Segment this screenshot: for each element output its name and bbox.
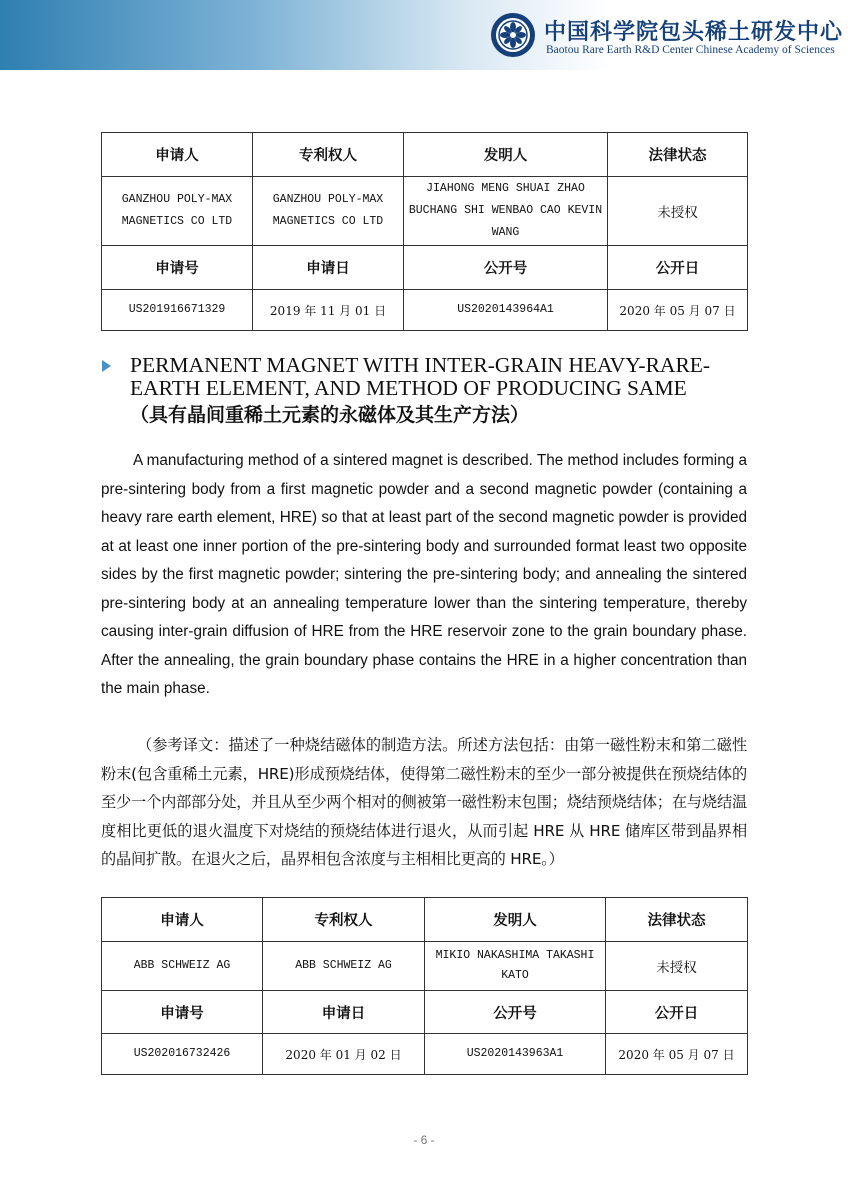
- pub-number-header: 公开号: [425, 991, 606, 1034]
- page-number: - 6 -: [413, 1133, 435, 1147]
- inventor-header: 发明人: [404, 133, 608, 177]
- patentee-header: 专利权人: [263, 898, 425, 942]
- org-logo: [490, 12, 844, 60]
- patent-table-1: [101, 132, 748, 331]
- table-row: [102, 1034, 748, 1075]
- patentee-value: GANZHOU POLY-MAX MAGNETICS CO LTD: [253, 177, 404, 246]
- pub-number-value: US2020143964A1: [404, 290, 608, 331]
- applicant-value: ABB SCHWEIZ AG: [102, 942, 263, 991]
- header-banner: [0, 0, 848, 70]
- triangle-bullet-icon: [102, 360, 111, 372]
- applicant-header: 申请人: [102, 898, 263, 942]
- legal-status-header: 法律状态: [608, 133, 748, 177]
- legal-status-header: 法律状态: [606, 898, 748, 942]
- legal-status-value: 未授权: [606, 942, 748, 991]
- patent-title-en: PERMANENT MAGNET WITH INTER-GRAIN HEAVY-RARE-EARTH ELEMENT, AND METHOD OF PRODUCING SAME: [130, 353, 711, 400]
- cas-emblem-icon: [490, 12, 536, 58]
- pub-date-header: 公开日: [608, 246, 748, 290]
- inventor-header: 发明人: [425, 898, 606, 942]
- patentee-header: 专利权人: [253, 133, 404, 177]
- table-row: [102, 290, 748, 331]
- legal-status-value: 未授权: [608, 177, 748, 246]
- table-row: [102, 898, 748, 942]
- table-row: [102, 246, 748, 290]
- app-number-value: US202016732426: [102, 1034, 263, 1075]
- pub-date-value: 2020 年 05 月 07 日: [608, 290, 748, 331]
- app-date-value: 2019 年 11 月 01 日: [253, 290, 404, 331]
- table-row: [102, 942, 748, 991]
- app-date-header: 申请日: [263, 991, 425, 1034]
- table-row: [102, 133, 748, 177]
- app-number-header: 申请号: [102, 246, 253, 290]
- applicant-value: GANZHOU POLY-MAX MAGNETICS CO LTD: [102, 177, 253, 246]
- patent-table-2: [101, 897, 748, 1075]
- pub-date-value: 2020 年 05 月 07 日: [606, 1034, 748, 1075]
- abstract-en: A manufacturing method of a sintered magnet is described. The method includes forming a pre-sintering body from a first magnetic powder and a second magnetic powder (containing a heavy rare earth element, HRE) so that at least part of the second magnetic powder is provided at at least one inner portion of the pre-sintering body and surrounded format least two opposite sides by the first magnetic powder; sintering the pre-sintering body; and annealing the sintered pre-sintering body at an annealing temperature lower than the sintering temperature, thereby causing inter-grain diffusion of HRE from the HRE reservoir zone to the grain boundary phase. After the annealing, the grain boundary phase contains the HRE in a higher concentration than the main phase.: [101, 452, 747, 697]
- app-date-value: 2020 年 01 月 02 日: [263, 1034, 425, 1075]
- table-row: [102, 991, 748, 1034]
- app-number-header: 申请号: [102, 991, 263, 1034]
- patent-title-cn: （具有晶间重稀土元素的永磁体及其生产方法）: [130, 404, 530, 426]
- abstract-cn: （参考译文：描述了一种烧结磁体的制造方法。所述方法包括：由第一磁性粉末和第二磁性粉末(包含重稀土元素，HRE)形成预烧结体，使得第二磁性粉末的至少一部分被提供在预烧结体的至少一个内部部分处，并且从至少两个相对的侧被第一磁性粉末包围；烧结预烧结体；在与烧结温度相比更低的退火温度下对烧结的预烧结体进行退火，从而引起 HRE 从 HRE 储库区带到晶界相的晶间扩散。在退火之后，晶界相包含浓度与主相相比更高的 HRE。）: [101, 736, 747, 869]
- inventor-value: JIAHONG MENG SHUAI ZHAO BUCHANG SHI WENBAO CAO KEVIN WANG: [404, 177, 608, 246]
- inventor-value: MIKIO NAKASHIMA TAKASHI KATO: [425, 942, 606, 991]
- pub-number-value: US2020143963A1: [425, 1034, 606, 1075]
- app-date-header: 申请日: [253, 246, 404, 290]
- org-name-cn: 中国科学院包头稀土研发中心: [544, 19, 844, 45]
- table-row: [102, 177, 748, 246]
- app-number-value: US201916671329: [102, 290, 253, 331]
- applicant-header: 申请人: [102, 133, 253, 177]
- org-name-en: Baotou Rare Earth R&D Center Chinese Academy of Sciences: [546, 44, 835, 56]
- patentee-value: ABB SCHWEIZ AG: [263, 942, 425, 991]
- pub-date-header: 公开日: [606, 991, 748, 1034]
- pub-number-header: 公开号: [404, 246, 608, 290]
